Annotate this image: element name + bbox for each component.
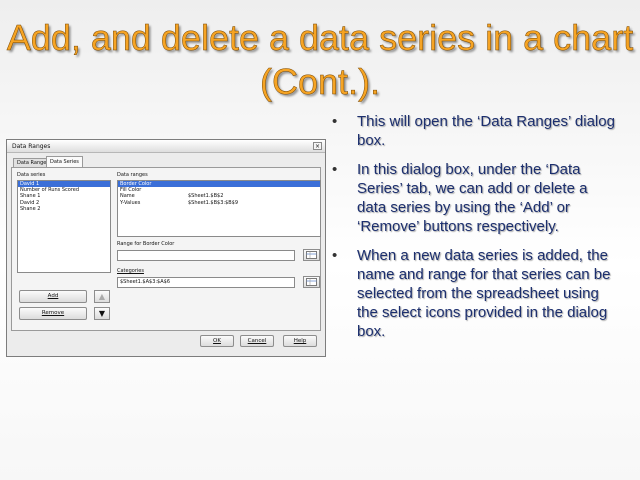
close-icon[interactable]: × [314, 143, 321, 150]
categories-input[interactable]: $Sheet1.$A$3:$A$6 [117, 277, 295, 288]
bullet-dot: • [332, 113, 338, 130]
data-ranges-dialog [6, 139, 326, 357]
tab-data-range[interactable]: Data Range [13, 158, 50, 168]
select-range-icon [306, 278, 317, 286]
slide-title: Add, and delete a data series in a chart (Cont.). [6, 17, 634, 102]
bullet-item [330, 112, 616, 150]
range-role: Border Color [120, 181, 152, 187]
help-button[interactable] [283, 335, 317, 347]
remove-button[interactable] [19, 307, 87, 320]
bullet-text: When a new data series is added, the name and range for that series can be selected from the spreadsheet using the select icons provided in the dialog box. [357, 247, 611, 340]
data-series-panel [11, 167, 321, 331]
dialog-title: Data Ranges [12, 143, 51, 150]
bullet-text: In this dialog box, under the ‘Data Series’ tab, we can add or delete a data series by using the ‘Add’ or ‘Remove’ buttons respectively. [357, 161, 588, 235]
select-categories-button[interactable] [303, 276, 320, 288]
range-row[interactable] [118, 200, 320, 206]
range-for-input[interactable] [117, 250, 295, 261]
tab-data-series[interactable]: Data Series [46, 156, 83, 168]
help-button-label: Help [293, 338, 307, 344]
list-item[interactable]: Number of Runs Scored [20, 187, 80, 194]
list-item[interactable]: David 1 [18, 181, 110, 187]
list-item[interactable]: Shane 2 [20, 205, 41, 212]
bullet-item [330, 246, 616, 341]
move-up-icon[interactable]: ▲ [94, 290, 110, 303]
data-series-list[interactable] [17, 180, 111, 273]
categories-label [117, 268, 144, 274]
range-role: Y-Values [120, 199, 141, 206]
dialog-titlebar[interactable] [7, 140, 325, 153]
add-button[interactable] [19, 290, 87, 303]
select-range-button[interactable] [303, 249, 320, 261]
categories-label-text: Categories [117, 268, 144, 274]
bullet-dot: • [332, 161, 338, 178]
select-range-icon [306, 251, 317, 259]
range-value: $Sheet1.$B$2 [188, 193, 224, 200]
cancel-button-label: Cancel [247, 338, 267, 344]
ok-button[interactable] [200, 335, 234, 347]
list-item[interactable]: Shane 1 [20, 193, 41, 200]
range-role: Name [120, 193, 135, 200]
bullet-text: This will open the ‘Data Ranges’ dialog box. [357, 113, 615, 149]
range-role: Fill Color [120, 187, 142, 194]
remove-button-label: Remove [41, 310, 65, 316]
bullet-list [330, 112, 616, 351]
data-series-label: Data series [17, 172, 46, 178]
bullet-item [330, 160, 616, 236]
ok-button-label: OK [213, 338, 221, 344]
range-for-label: Range for Border Color [117, 241, 175, 247]
data-ranges-label: Data ranges [117, 172, 148, 178]
bullet-dot: • [332, 247, 338, 264]
cancel-button[interactable] [240, 335, 274, 347]
range-value: $Sheet1.$B$3:$B$9 [188, 199, 239, 206]
move-down-icon[interactable]: ▼ [94, 307, 110, 320]
data-ranges-list[interactable] [117, 180, 321, 237]
add-button-label: Add [47, 293, 59, 299]
list-item[interactable]: David 2 [20, 199, 40, 206]
